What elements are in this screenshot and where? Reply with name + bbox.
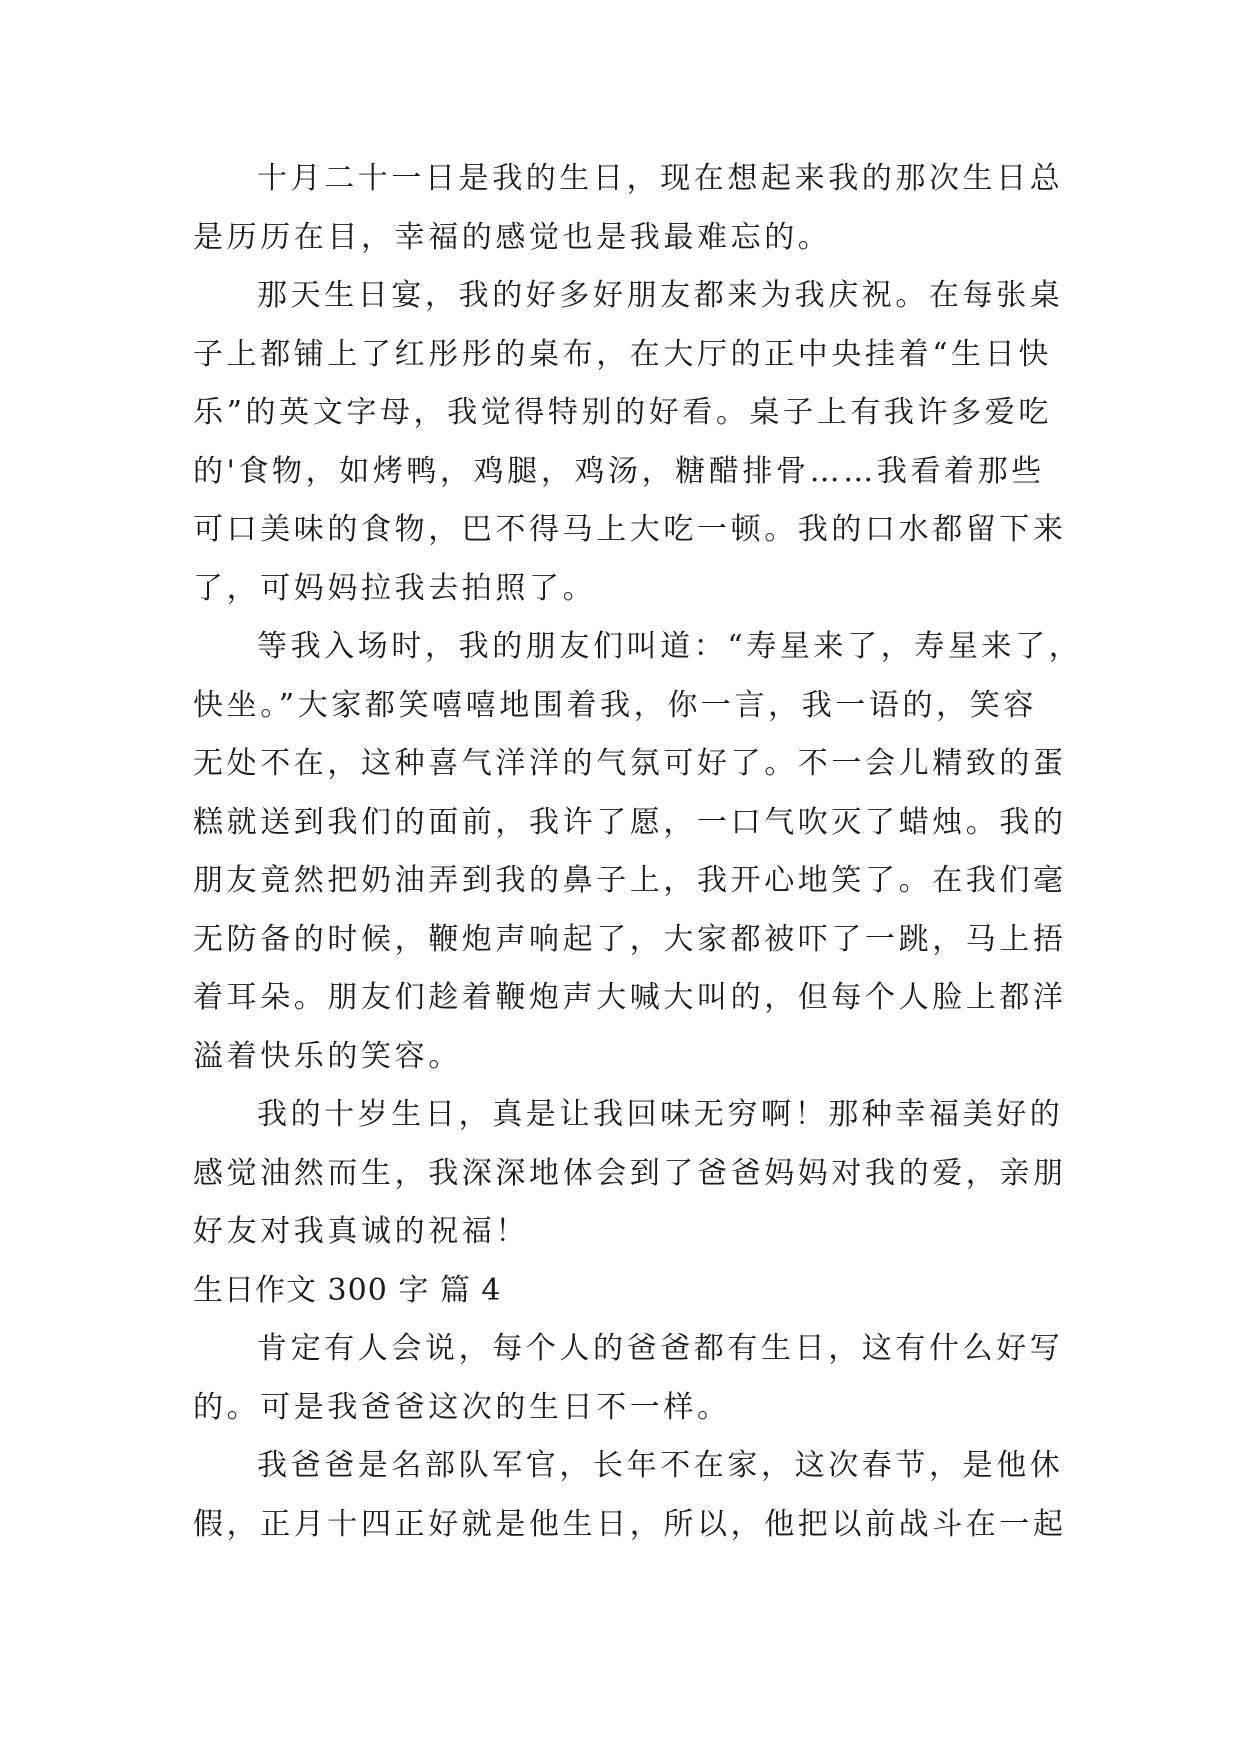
text-line: 溢着快乐的笑容。 [193, 1038, 462, 1074]
text-line: 乐”的英文字母，我觉得特别的好看。桌子上有我许多爱吃 [193, 395, 1052, 430]
text-line: 感觉油然而生，我深深地体会到了爸爸妈妈对我的爱，亲朋 [193, 1155, 1067, 1191]
text-line: 是历历在目，幸福的感觉也是我最难忘的。 [193, 219, 832, 255]
text-line: 无防备的时候，鞭炮声响起了，大家都被吓了一跳，马上捂 [193, 921, 1067, 957]
document-page [193, 150, 1083, 1554]
text-line: 假，正月十四正好就是他生日，所以，他把以前战斗在一起 [193, 1506, 1067, 1542]
text-line: 等我入场时，我的朋友们叫道：“寿星来了，寿星来了， [257, 629, 1083, 664]
text-line: 朋友竟然把奶油弄到我的鼻子上，我开心地笑了。在我们毫 [193, 863, 1067, 898]
text-line: 那天生日宴，我的好多好朋友都来为我庆祝。在每张桌 [257, 278, 1064, 313]
text-line: 十月二十一日是我的生日，现在想起来我的那次生日总 [257, 161, 1064, 196]
text-line: 的'食物，如烤鸭，鸡腿，鸡汤，糖醋排骨……我看着那些 [193, 453, 1045, 489]
text-line: 的。可是我爸爸这次的生日不一样。 [193, 1389, 731, 1425]
text-line: 子上都铺上了红彤彤的桌布，在大厅的正中央挂着“生日快 [193, 336, 1052, 372]
text-line: 了，可妈妈拉我去拍照了。 [193, 570, 597, 606]
section-heading: 生日作文 300 字 篇 4 [193, 1272, 502, 1308]
text-line: 着耳朵。朋友们趁着鞭炮声大喊大叫的，但每个人脸上都洋 [193, 980, 1067, 1015]
text-line: 好友对我真诚的祝福！ [193, 1214, 529, 1249]
text-line: 糕就送到我们的面前，我许了愿，一口气吹灭了蜡烛。我的 [193, 804, 1067, 840]
text-line: 我爸爸是名部队军官，长年不在家，这次春节，是他休 [257, 1448, 1064, 1483]
text-line: 快坐。”大家都笑嘻嘻地围着我，你一言，我一语的，笑容 [193, 687, 1037, 723]
text-line: 无处不在，这种喜气洋洋的气氛可好了。不一会儿精致的蛋 [193, 746, 1067, 781]
text-line: 肯定有人会说，每个人的爸爸都有生日，这有什么好写 [257, 1331, 1064, 1366]
text-line: 可口美味的食物，巴不得马上大吃一顿。我的口水都留下来 [193, 512, 1067, 547]
text-line: 我的十岁生日，真是让我回味无穷啊！那种幸福美好的 [257, 1097, 1064, 1132]
